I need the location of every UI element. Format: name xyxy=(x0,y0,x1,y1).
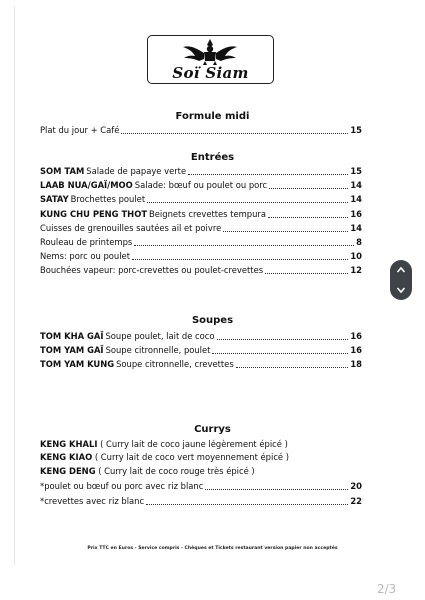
curry-line xyxy=(40,439,288,450)
dish-description: *poulet ou bœuf ou porc avec riz blanc xyxy=(40,481,204,491)
dish-price: 16 xyxy=(350,344,362,355)
section-title-formule: Formule midi xyxy=(175,111,250,122)
dot-leader xyxy=(121,133,348,134)
dish-price: 20 xyxy=(350,481,362,491)
dish-description: *crevettes avec riz blanc xyxy=(40,495,145,506)
curry-description: ( Curry lait de coco jaune légèrement épicé ) xyxy=(97,439,288,449)
dish-price: 8 xyxy=(356,237,362,247)
dish-description: Cuisses de grenouilles sautées ail et poivre xyxy=(40,222,222,233)
section-title-soupes: Soupes xyxy=(191,315,234,326)
dot-leader xyxy=(132,259,348,260)
dot-leader xyxy=(212,353,348,354)
dot-leader xyxy=(236,367,349,368)
footer-note: Prix TTC en Euros - Service compris - Chèques et Tickets restaurant version papier non acceptés xyxy=(87,546,338,551)
menu-item-row xyxy=(40,358,362,370)
curry-name: KENG KIAO xyxy=(40,452,93,463)
menu-item-row xyxy=(40,179,362,191)
menu-item-row xyxy=(40,124,362,136)
chevron-up-icon[interactable] xyxy=(390,260,412,280)
dish-description: Salade: bœuf ou poulet ou porc xyxy=(134,180,268,191)
menu-item-row xyxy=(40,250,362,262)
dish-name: SATAY xyxy=(40,194,69,205)
dot-leader xyxy=(265,273,348,274)
dish-description: Nems: porc ou poulet xyxy=(40,251,130,262)
menu-item-row xyxy=(40,208,362,220)
page-scroll-control xyxy=(390,260,412,300)
chevron-down-icon[interactable] xyxy=(390,280,412,300)
menu-item-row xyxy=(40,495,362,507)
dot-leader xyxy=(134,245,354,246)
dish-description: Beignets crevettes tempura xyxy=(149,208,267,219)
dish-name: LAAB NUA/GAÏ/MOO xyxy=(40,180,133,191)
dish-description: Soupe citronnelle, poulet xyxy=(105,344,211,355)
dish-price: 14 xyxy=(350,180,362,191)
dish-price: 14 xyxy=(350,194,362,205)
dish-price: 15 xyxy=(350,125,362,135)
dish-description: Plat du jour + Café xyxy=(40,125,120,135)
dish-price: 15 xyxy=(350,166,362,176)
dish-price: 16 xyxy=(350,208,362,219)
section-title-entrees: Entrées xyxy=(190,152,235,163)
menu-item-row xyxy=(40,165,362,177)
dish-price: 14 xyxy=(350,222,362,233)
dot-leader xyxy=(223,231,348,232)
section-title-currys: Currys xyxy=(194,424,231,435)
dot-leader xyxy=(147,202,348,203)
dish-price: 16 xyxy=(350,331,362,341)
curry-line xyxy=(40,452,289,463)
menu-item-row xyxy=(40,264,362,276)
menu-item-row xyxy=(40,330,362,342)
menu-item-row xyxy=(40,344,362,356)
curry-description: ( Curry lait de coco vert moyennement épicé ) xyxy=(92,452,290,463)
dish-price: 18 xyxy=(350,358,362,369)
dot-leader xyxy=(217,339,349,340)
logo-text: Soï Siam xyxy=(172,64,249,82)
curry-name: KENG KHALI xyxy=(40,439,98,449)
curry-description: ( Curry lait de coco rouge très épicé ) xyxy=(95,465,255,476)
page-indicator: 2/3 xyxy=(377,582,397,596)
dish-price: 12 xyxy=(350,265,362,276)
dish-description: Brochettes poulet xyxy=(70,194,146,205)
dot-leader xyxy=(269,188,348,189)
dot-leader xyxy=(188,174,348,175)
curry-name: KENG DENG xyxy=(40,465,96,476)
dish-description: Soupe poulet, lait de coco xyxy=(105,331,215,341)
dish-description: Rouleau de printemps xyxy=(40,237,133,247)
restaurant-logo xyxy=(147,35,274,84)
menu-item-row xyxy=(40,193,362,205)
menu-item-row xyxy=(40,480,362,492)
menu-item-row xyxy=(40,222,362,234)
dish-name: KUNG CHU PENG THOT xyxy=(40,208,148,219)
menu-item-row xyxy=(40,236,362,248)
dish-description: Bouchées vapeur: porc-crevettes ou poulet-crevettes xyxy=(40,265,264,276)
dish-price: 10 xyxy=(350,251,362,262)
dish-name: TOM KHA GAÏ xyxy=(40,331,104,341)
dish-name: SOM TAM xyxy=(40,166,85,176)
dish-name: TOM YAM KUNG xyxy=(40,358,115,369)
dot-leader xyxy=(146,504,348,505)
dot-leader xyxy=(205,489,348,490)
dish-description: Salade de papaye verte xyxy=(86,166,187,176)
curry-line xyxy=(40,466,255,477)
dish-name: TOM YAM GAÏ xyxy=(40,344,104,355)
dish-price: 22 xyxy=(350,495,362,506)
dish-description: Soupe citronnelle, crevettes xyxy=(116,358,234,369)
dot-leader xyxy=(268,217,348,218)
